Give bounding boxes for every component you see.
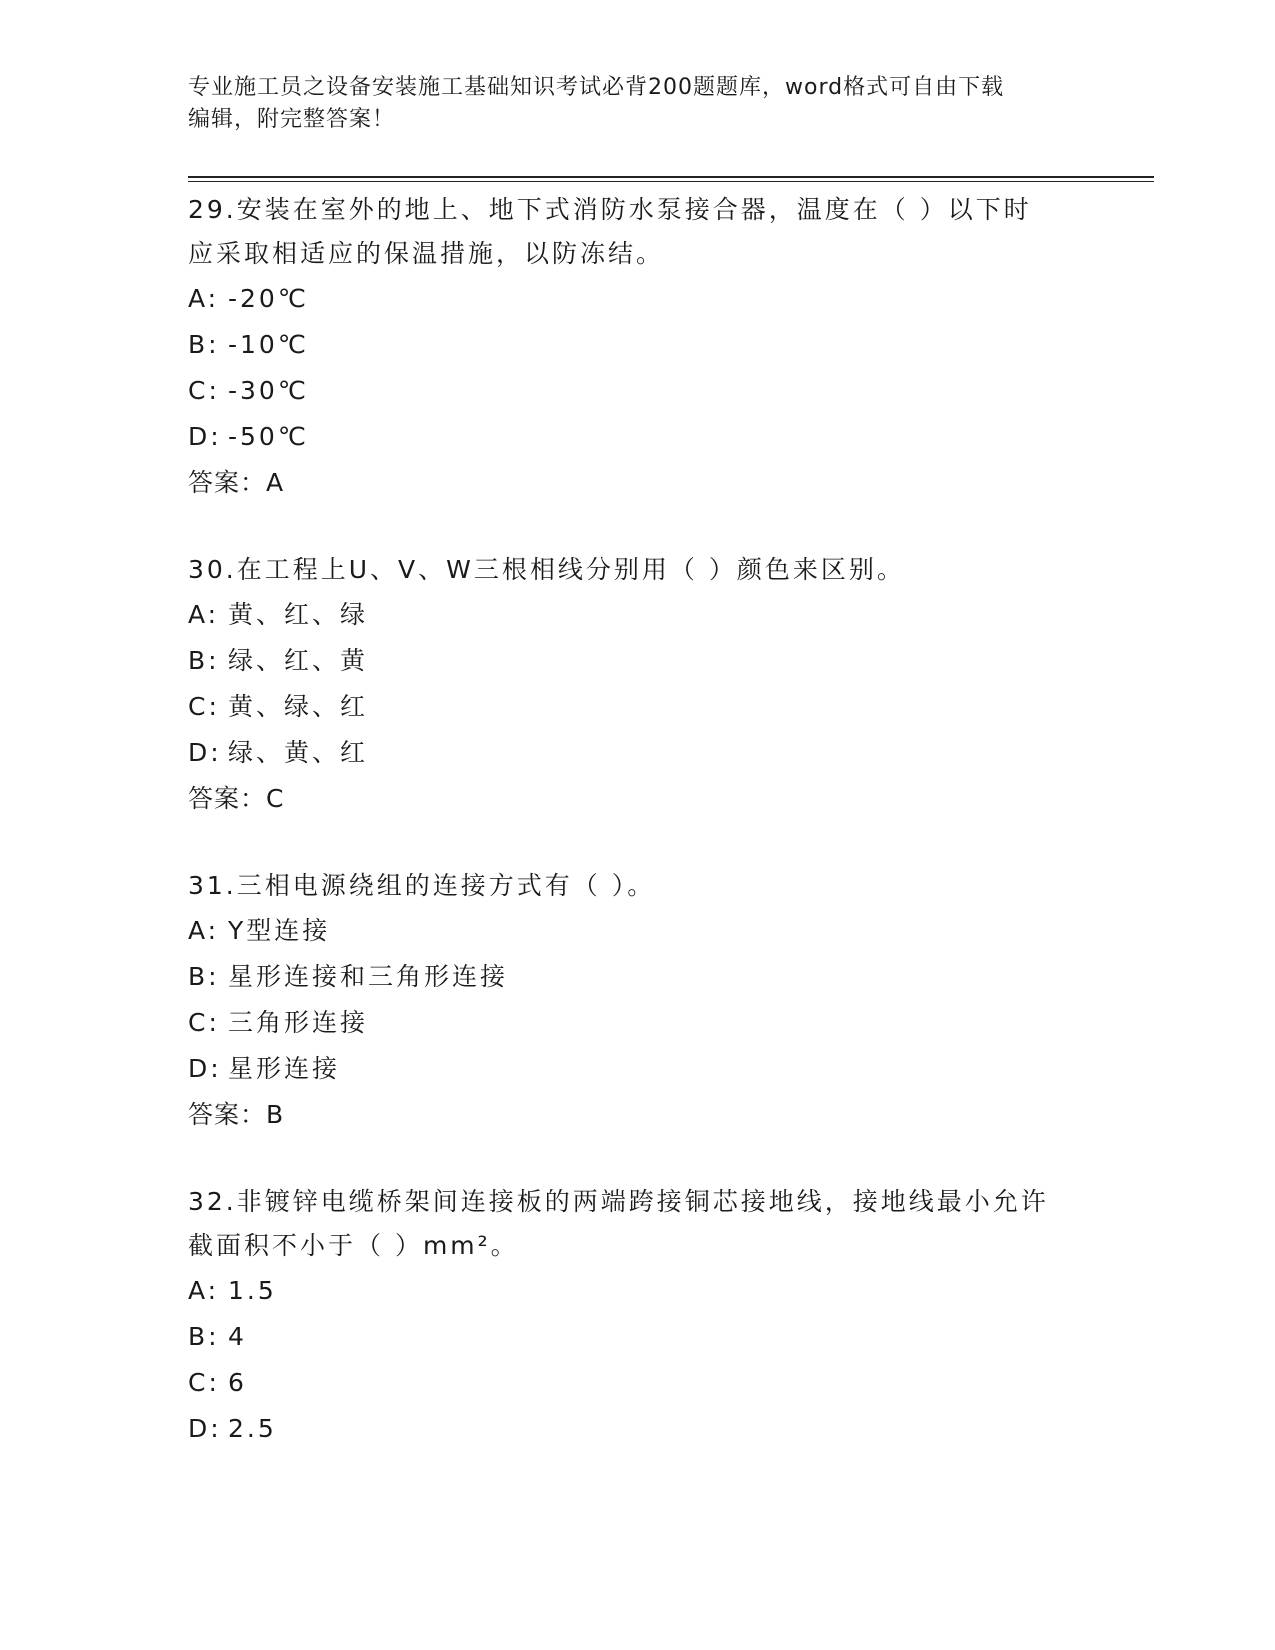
option-a [188,592,1088,638]
option-key: B: [188,962,220,991]
option-key: C: [188,1368,220,1397]
option-b [188,638,1088,684]
question-stem-line: 29.安装在室外的地上、地下式消防水泵接合器，温度在（ ）以下时 [188,195,1032,224]
option-d [188,730,1088,776]
option-d [188,1406,1088,1452]
option-key: B: [188,330,220,359]
question-stem-line: 32.非镀锌电缆桥架间连接板的两端跨接铜芯接地线，接地线最小允许 [188,1187,1049,1216]
option-text: 绿、红、黄 [228,646,369,675]
option-a [188,908,1088,954]
question-stem-line: 30.在工程上U、V、W三根相线分别用（ ）颜色来区别。 [188,555,905,584]
option-c [188,368,1088,414]
option-c [188,1360,1088,1406]
option-key: C: [188,376,220,405]
option-key: D: [188,1414,222,1443]
option-text: 2.5 [228,1414,277,1443]
option-key: D: [188,422,222,451]
question-stem-line: 31.三相电源绕组的连接方式有（ ）。 [188,871,656,900]
option-text: -50℃ [228,422,309,451]
option-text: -30℃ [228,376,309,405]
question-stem-line: 应采取相适应的保温措施，以防冻结。 [188,239,665,268]
document-header [188,72,1068,136]
option-c [188,684,1088,730]
question-31 [188,864,1088,1138]
option-b [188,954,1088,1000]
option-b [188,1314,1088,1360]
question-list [188,188,1088,1494]
option-key: A: [188,600,220,629]
option-key: B: [188,1322,220,1351]
option-text: 1.5 [228,1276,277,1305]
option-b [188,322,1088,368]
option-text: -10℃ [228,330,309,359]
option-a [188,276,1088,322]
header-divider-thin [188,181,1154,182]
option-text: -20℃ [228,284,309,313]
answer-line: 答案：C [188,784,285,813]
option-key: C: [188,692,220,721]
option-text: 黄、绿、红 [228,692,369,721]
question-29 [188,188,1088,506]
option-text: 星形连接和三角形连接 [228,962,509,991]
option-text: 绿、黄、红 [228,738,369,767]
option-text: 6 [228,1368,247,1397]
answer-line: 答案：A [188,468,285,497]
option-text: 黄、红、绿 [228,600,369,629]
option-key: D: [188,738,222,767]
header-divider-thick [188,176,1154,178]
option-c [188,1000,1088,1046]
option-key: A: [188,1276,220,1305]
option-text: 4 [228,1322,247,1351]
answer-line: 答案：B [188,1100,285,1129]
question-stem-line: 截面积不小于（ ）mm²。 [188,1231,519,1260]
question-30 [188,548,1088,822]
option-key: A: [188,916,220,945]
option-key: D: [188,1054,222,1083]
header-line-1: 专业施工员之设备安装施工基础知识考试必背200题题库，word格式可自由下载 [188,75,1005,100]
header-line-2: 编辑，附完整答案！ [188,107,396,132]
option-key: C: [188,1008,220,1037]
option-text: 三角形连接 [228,1008,369,1037]
option-d [188,1046,1088,1092]
option-text: 星形连接 [228,1054,341,1083]
question-32 [188,1180,1088,1452]
option-d [188,414,1088,460]
option-a [188,1268,1088,1314]
option-text: Y型连接 [228,916,331,945]
option-key: A: [188,284,220,313]
option-key: B: [188,646,220,675]
